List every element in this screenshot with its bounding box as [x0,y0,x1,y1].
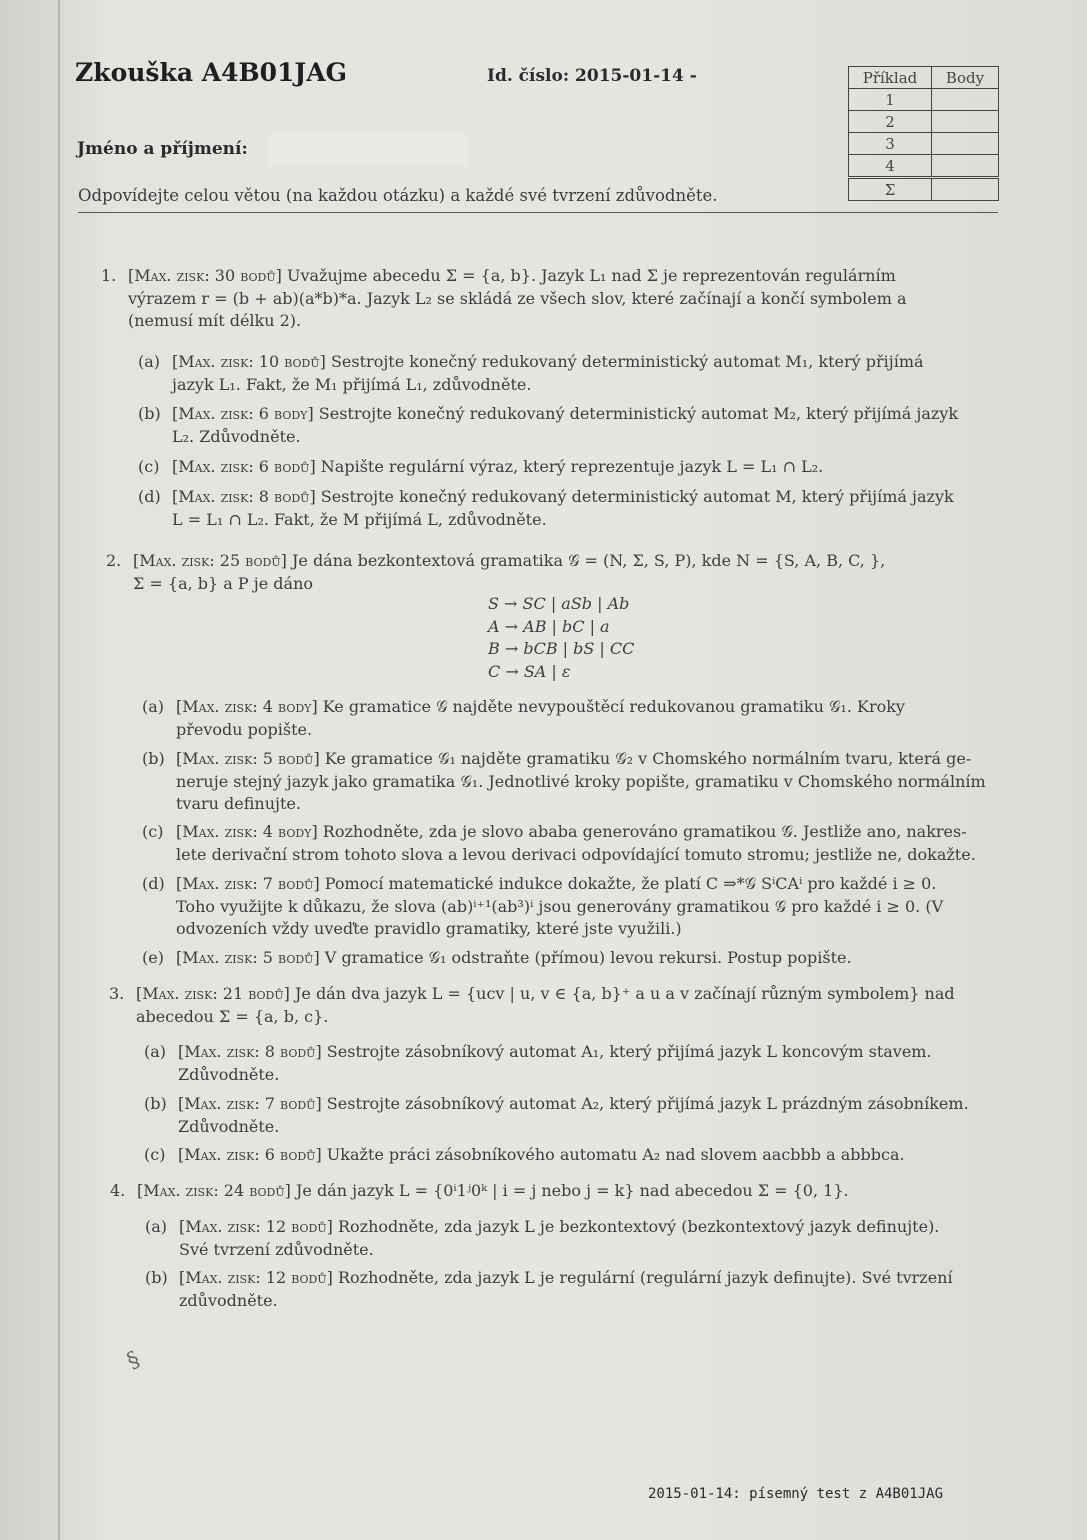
problem-2c [142,821,976,866]
part-text-line: Pomocí matematické indukce dokažte, že platí C ⇒*𝒢 SⁱCAⁱ pro každé i ≥ 0. [324,874,937,893]
points-tag: [Max. zisk: 8 bodů] [172,487,316,506]
points-tag: [Max. zisk: 7 bodů] [176,874,320,893]
part-text-line: Zdůvodněte. [178,1116,280,1136]
problem-2 [106,550,886,595]
part-label: (a) [144,1042,167,1061]
grammar-rule: B → bCB | bS | CC [488,639,635,658]
part-label: (d) [142,874,165,893]
problem-3a [144,1041,932,1086]
points-tag: [Max. zisk: 5 bodů] [176,948,320,967]
points-tag: [Max. zisk: 30 bodů] [128,266,282,285]
problem-text-line: abecedou Σ = {a, b, c}. [136,1006,329,1026]
part-text-line: Rozhodněte, zda jazyk L je regulární (regulární jazyk definujte). Své tvrzení [337,1268,953,1287]
part-text-line: Ke gramatice 𝒢₁ najděte gramatiku 𝒢₂ v Chomského normálním tvaru, která ge- [324,749,972,768]
part-text-line: Sestrojte konečný redukovaný deterministický automat M₂, který přijímá jazyk [318,404,959,423]
part-text-line: neruje stejný jazyk jako gramatika 𝒢₁. Jednotlivé kroky popište, gramatiku v Chomského normálním [176,771,986,791]
part-text-line: Ukažte práci zásobníkového automatu A₂ nad slovem aacbbb a abbbca. [326,1145,905,1164]
part-text-line: Sestrojte zásobníkový automat A₂, který přijímá jazyk L prázdným zásobníkem. [326,1094,969,1113]
part-label: (c) [142,822,164,841]
problem-4 [110,1180,849,1203]
problem-text-line: Uvažujme abecedu Σ = {a, b}. Jazyk L₁ nad Σ je reprezentován regulárním [286,266,896,285]
part-text-line: zdůvodněte. [179,1290,278,1310]
name-label: Jméno a příjmení: [77,139,248,159]
part-label: (b) [138,404,161,423]
part-text-line: Rozhodněte, zda jazyk L je bezkontextový (bezkontextový jazyk definujte). [337,1217,940,1236]
points-tag: [Max. zisk: 8 bodů] [178,1042,322,1061]
score-row-label: 1 [849,89,932,111]
instruction-text: Odpovídejte celou větou (na každou otázku) a každé své tvrzení zdůvodněte. [78,186,718,205]
points-tag: [Max. zisk: 6 bodů] [178,1145,322,1164]
score-sum-label: Σ [849,178,932,201]
points-tag: [Max. zisk: 6 bodů] [172,457,316,476]
points-tag: [Max. zisk: 21 bodů] [136,984,290,1003]
points-tag: [Max. zisk: 24 bodů] [137,1181,291,1200]
part-text-line: L = L₁ ∩ L₂. Fakt, že M přijímá L, zdůvodněte. [172,509,547,529]
part-text-line: Ke gramatice 𝒢 najděte nevypouštěcí redukovanou gramatiku 𝒢₁. Kroky [322,697,905,716]
problem-text-line: výrazem r = (b + ab)(a*b)*a. Jazyk L₂ se skládá ze všech slov, které začínají a končí symbolem a [128,288,907,308]
points-tag: [Max. zisk: 7 bodů] [178,1094,322,1113]
part-label: (c) [138,457,160,476]
part-text-line: Své tvrzení zdůvodněte. [179,1239,374,1259]
points-tag: [Max. zisk: 25 bodů] [133,551,287,570]
pencil-doodle: § [123,1346,144,1375]
problem-number: 3. [109,984,125,1003]
part-label: (a) [142,697,165,716]
part-text-line: převodu popište. [176,719,313,739]
grammar-rule: S → SC | aSb | Ab [488,594,630,613]
problem-1 [101,265,907,333]
part-text-line: Rozhodněte, zda je slovo ababa generováno gramatikou 𝒢. Jestliže ano, nakres- [322,822,967,841]
problem-3 [109,983,955,1028]
problem-1b [138,403,959,448]
problem-2d [142,873,944,941]
part-label: (d) [138,487,161,506]
problem-2b [142,748,986,816]
part-text-line: Toho využijte k důkazu, že slova (ab)ⁱ⁺¹(ab³)ⁱ jsou generovány gramatikou 𝒢 pro každé i ≥ 0. (V [176,896,944,916]
part-label: (c) [144,1145,166,1164]
score-row-label: 3 [849,133,932,155]
points-tag: [Max. zisk: 4 body] [176,822,318,841]
part-text-line: L₂. Zdůvodněte. [172,426,301,446]
grammar-rule: A → AB | bC | a [488,616,610,636]
part-text-line: Sestrojte konečný redukovaný deterministický automat M₁, který přijímá [330,352,924,371]
points-tag: [Max. zisk: 10 bodů] [172,352,326,371]
problem-4a [145,1216,940,1261]
grammar-rules [488,593,634,683]
problem-number: 1. [101,266,117,285]
id-number-label: Id. číslo: 2015-01-14 - [487,66,697,86]
problem-text-line: (nemusí mít délku 2). [128,311,302,330]
points-tag: [Max. zisk: 6 body] [172,404,314,423]
part-text-line: tvaru definujte. [176,794,301,813]
problem-number: 2. [106,551,122,570]
problem-text-line: Je dán jazyk L = {0ⁱ1ʲ0ᵏ | i = j nebo j = k} nad abecedou Σ = {0, 1}. [295,1181,849,1200]
part-label: (e) [142,948,164,967]
exam-title: Zkouška A4B01JAG [75,58,348,87]
part-text-line: V gramatice 𝒢₁ odstraňte (přímou) levou rekursi. Postup popište. [324,948,852,967]
part-text-line: Zdůvodněte. [178,1064,280,1084]
problem-1c [138,456,824,479]
problem-text-line: Je dán dva jazyk L = {ucv | u, v ∈ {a, b}⁺ a u a v začínají různým symbolem} nad [294,984,955,1003]
problem-number: 4. [110,1181,126,1200]
problem-4b [145,1267,953,1312]
problem-1d [138,486,954,531]
page-footer: 2015-01-14: písemný test z A4B01JAG [648,1486,944,1502]
problem-3c [144,1144,905,1167]
part-text-line: Napište regulární výraz, který reprezentuje jazyk L = L₁ ∩ L₂. [320,457,824,476]
problem-text-line: Σ = {a, b} a P je dáno [133,573,313,593]
part-label: (a) [138,352,161,371]
part-label: (b) [144,1094,167,1113]
score-row-label: 4 [849,155,932,178]
grammar-rule: C → SA | ε [488,661,571,681]
part-text-line: lete derivační strom tohoto slova a levou derivaci odpovídající tomuto stromu; jestliže ne, dokažte. [176,844,976,864]
points-tag: [Max. zisk: 4 body] [176,697,318,716]
part-text-line: odvozeních vždy uveďte pravidlo gramatiky, které jste využili.) [176,919,682,938]
part-text-line: Sestrojte konečný redukovaný deterministický automat M, který přijímá jazyk [320,487,954,506]
points-tag: [Max. zisk: 5 bodů] [176,749,320,768]
score-header-problem: Příklad [849,67,932,89]
part-label: (b) [142,749,165,768]
problem-text-line: Je dána bezkontextová gramatika 𝒢 = (N, Σ, S, P), kde N = {S, A, B, C, }, [291,551,886,570]
problem-2e [142,947,852,970]
part-label: (a) [145,1217,168,1236]
points-tag: [Max. zisk: 12 bodů] [179,1217,333,1236]
part-text-line: Sestrojte zásobníkový automat A₁, který přijímá jazyk L koncovým stavem. [326,1042,932,1061]
problem-3b [144,1093,969,1138]
score-row-label: 2 [849,111,932,133]
part-label: (b) [145,1268,168,1287]
problem-1a [138,351,924,396]
problem-2a [142,696,905,741]
part-text-line: jazyk L₁. Fakt, že M₁ přijímá L₁, zdůvodněte. [172,374,532,394]
score-header-points: Body [932,67,999,89]
points-tag: [Max. zisk: 12 bodů] [179,1268,333,1287]
